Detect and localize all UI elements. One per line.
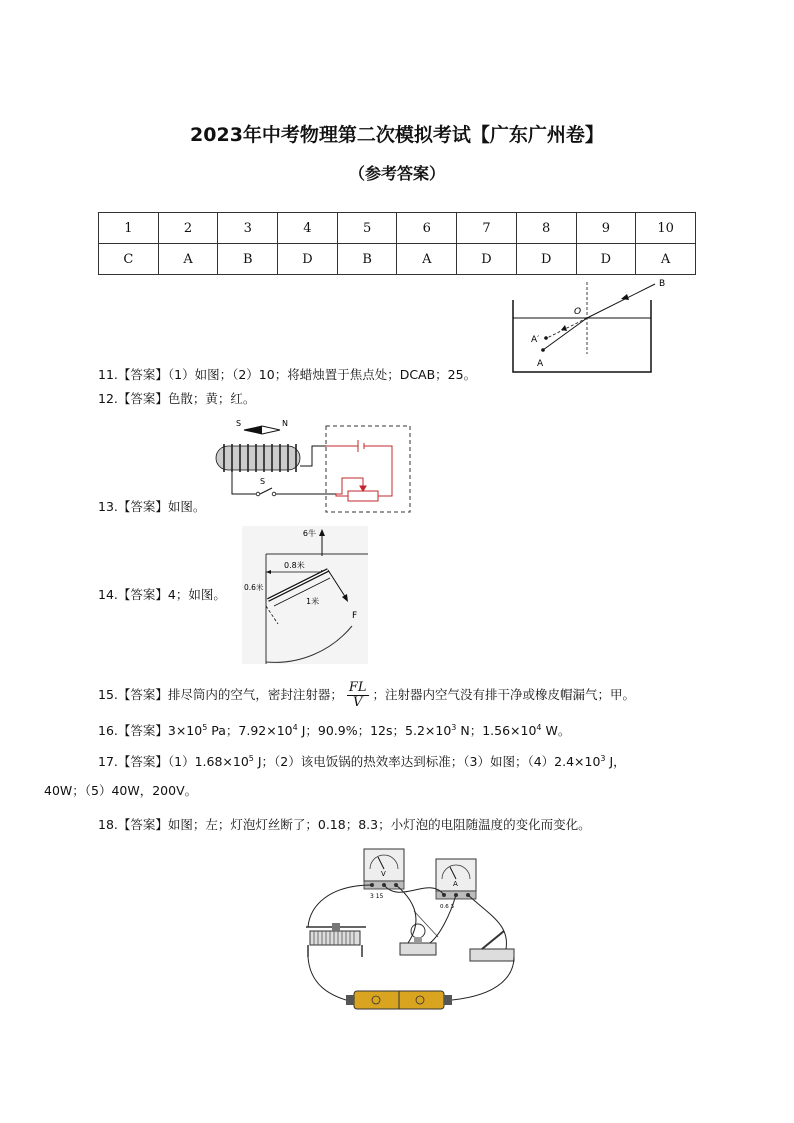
answer-11: 11.【答案】（1）如图；（2）10；将蜡烛置于焦点处；DCAB；25。	[98, 367, 477, 382]
exponent: 4	[292, 723, 298, 732]
label-s-pole: S	[236, 419, 242, 428]
answer-15-text-a: 15.【答案】排尽筒内的空气，密封注射器；	[98, 687, 343, 702]
answer-16-part: J；90.9%；12s；5.2×10	[297, 723, 452, 738]
table-cell: 3	[218, 213, 278, 244]
answer-18: 18.【答案】如图；左；灯泡灯丝断了；0.18；8.3；小灯泡的电阻随温度的变化而变化。	[98, 817, 591, 832]
fraction-numerator: FL	[348, 680, 367, 695]
answer-16-part: W。	[541, 723, 571, 738]
circuit-figure	[300, 845, 526, 1019]
answer-17-line2: 40W；（5）40W，200V。	[44, 783, 198, 798]
answer-16-part: 16.【答案】3×10	[98, 723, 203, 738]
label-o: O	[574, 307, 582, 317]
table-cell: D	[576, 244, 636, 275]
label-force-up: 6牛	[302, 529, 316, 538]
label-horizontal: 0.8米	[284, 561, 305, 570]
table-cell: C	[99, 244, 159, 275]
table-cell: 9	[576, 213, 636, 244]
answer-15	[98, 681, 635, 710]
exponent: 5	[202, 723, 208, 732]
fraction-fl-over-v	[347, 681, 369, 710]
table-cell: B	[218, 244, 278, 275]
exponent: 5	[248, 754, 254, 763]
answer-16-part: N；1.56×10	[456, 723, 537, 738]
label-arm: 1米	[306, 597, 320, 606]
table-cell: 5	[337, 213, 397, 244]
voltmeter-label: V	[381, 870, 386, 878]
label-vertical: 0.6米	[244, 583, 264, 592]
table-cell: 8	[516, 213, 576, 244]
table-cell: D	[457, 244, 517, 275]
table-cell: A	[158, 244, 218, 275]
answer-17	[98, 750, 626, 771]
page-subtitle: （参考答案）	[348, 164, 445, 183]
answer-12: 12.【答案】色散；黄；红。	[98, 391, 256, 406]
label-switch: S	[260, 477, 266, 486]
table-cell: A	[636, 244, 696, 275]
table-cell: D	[278, 244, 338, 275]
answer-17-part: J，	[605, 754, 626, 769]
label-a: A	[537, 359, 544, 369]
answer-15-text-b: ；注射器内空气没有排干净或橡皮帽漏气；甲。	[372, 687, 636, 702]
table-row-numbers	[99, 213, 696, 244]
table-cell: D	[516, 244, 576, 275]
exponent: 3	[600, 754, 606, 763]
refraction-figure	[505, 278, 675, 378]
label-force: F	[352, 611, 358, 621]
answer-17-part: 17.【答案】（1）1.68×10	[98, 754, 249, 769]
answer-16-part: Pa；7.92×10	[207, 723, 293, 738]
lever-figure	[242, 526, 368, 664]
answer-17-part: J；（2）该电饭锅的热效率达到标准；（3）如图；（4）2.4×10	[253, 754, 601, 769]
table-cell: 7	[457, 213, 517, 244]
solenoid-figure	[212, 416, 416, 514]
table-cell: A	[397, 244, 457, 275]
table-cell: 1	[99, 213, 159, 244]
table-cell: 6	[397, 213, 457, 244]
ammeter-label: A	[453, 880, 458, 888]
exponent: 4	[536, 723, 542, 732]
table-cell: 4	[278, 213, 338, 244]
table-cell: B	[337, 244, 397, 275]
answer-table	[98, 212, 696, 275]
table-row-answers	[99, 244, 696, 275]
fraction-denominator: V	[353, 695, 363, 710]
page-title: 2023年中考物理第二次模拟考试【广东广州卷】	[190, 124, 604, 146]
answer-16	[98, 719, 570, 740]
table-cell: 10	[636, 213, 696, 244]
answer-13: 13.【答案】如图。	[98, 499, 206, 514]
ammeter-ranges: 0.6 3	[440, 904, 454, 910]
voltmeter-ranges: 3 15	[370, 893, 384, 900]
label-b: B	[659, 279, 666, 289]
label-a-prime: A′	[531, 335, 540, 345]
exponent: 3	[451, 723, 457, 732]
answer-14: 14.【答案】4；如图。	[98, 587, 226, 602]
label-n-pole: N	[282, 419, 288, 428]
table-cell: 2	[158, 213, 218, 244]
